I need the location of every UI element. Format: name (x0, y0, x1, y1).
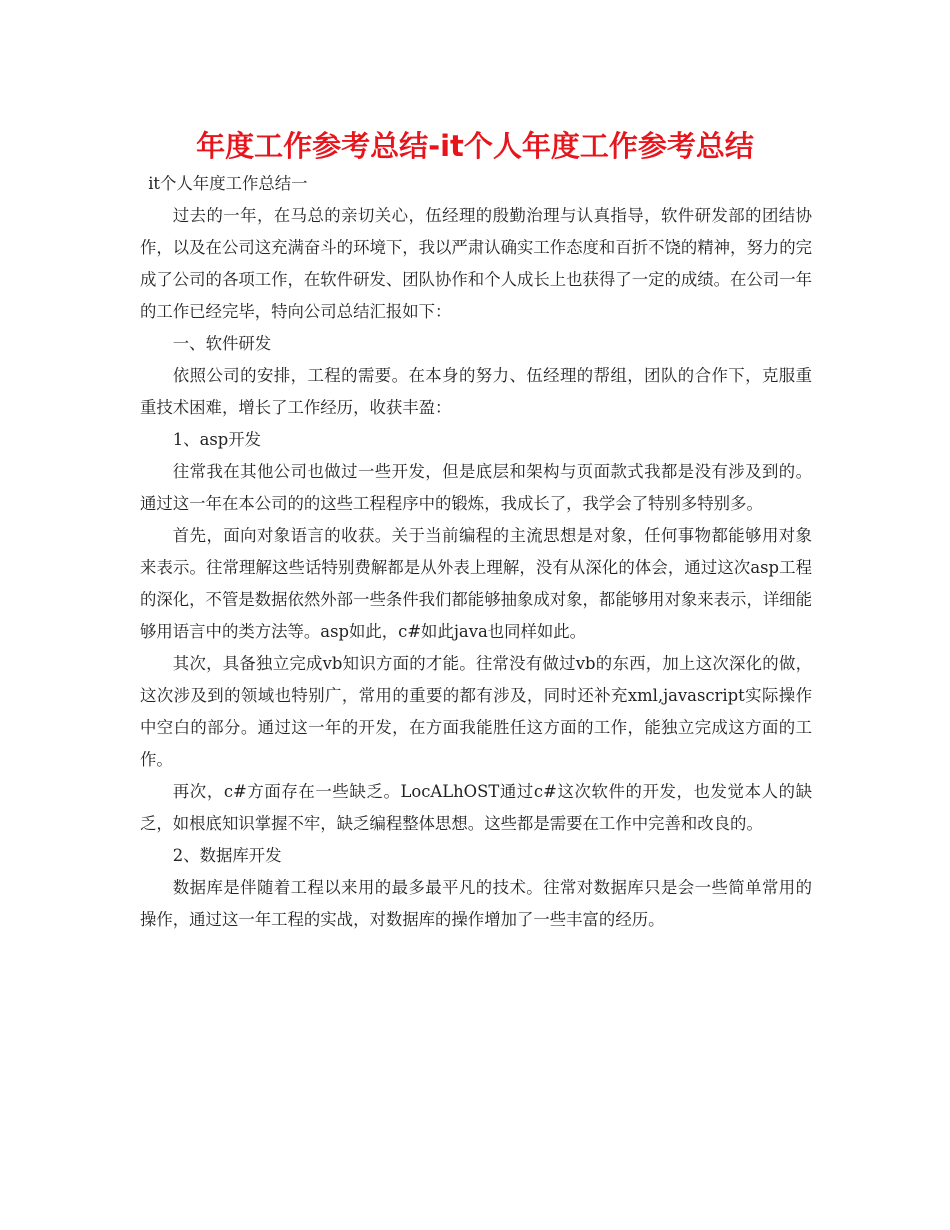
document-body (140, 168, 812, 936)
paragraph: 依照公司的安排，工程的需要。在本身的努力、伍经理的帮组，团队的合作下，克服重重技术困难，增长了工作经历，收获丰盈： (140, 366, 812, 417)
paragraph: 往常我在其他公司也做过一些开发，但是底层和架构与页面款式我都是没有涉及到的。通过这一年在本公司的的这些工程程序中的锻炼，我成长了，我学会了特别多特别多。 (140, 462, 812, 513)
document-title: 年度工作参考总结-it个人年度工作参考总结 (196, 129, 754, 163)
section-subtitle: it个人年度工作总结一 (148, 174, 308, 193)
section-heading: 2、数据库开发 (172, 846, 282, 865)
paragraph: 过去的一年，在马总的亲切关心，伍经理的殷勤治理与认真指导，软件研发部的团结协作，以及在公司这充满奋斗的环境下，我以严肃认确实工作态度和百折不饶的精神，努力的完成了公司的各项工作，在软件研发、团队协作和个人成长上也获得了一定的成绩。在公司一年的工作已经完毕，特向公司总结汇报如下： (140, 206, 813, 321)
section-heading: 一、软件研发 (172, 334, 272, 353)
paragraph: 首先，面向对象语言的收获。关于当前编程的主流思想是对象，任何事物都能够用对象来表示。往常理解这些话特别费解都是从外表上理解，没有从深化的体会，通过这次asp工程的深化，不管是数据依然外部一些条件我们都能够抽象成对象，都能够用对象来表示，详细能够用语言中的类方法等。asp如此，c#如此java也同样如此。 (140, 526, 813, 641)
paragraph: 其次，具备独立完成vb知识方面的才能。往常没有做过vb的东西，加上这次深化的做，这次涉及到的领域也特别广，常用的重要的都有涉及，同时还补充xml,javascript实际操作中空白的部分。通过这一年的开发，在方面我能胜任这方面的工作，能独立完成这方面的工作。 (140, 654, 812, 769)
paragraph: 数据库是伴随着工程以来用的最多最平凡的技术。往常对数据库只是会一些简单常用的操作，通过这一年工程的实战，对数据库的操作增加了一些丰富的经历。 (140, 878, 812, 929)
section-heading: 1、asp开发 (172, 430, 262, 449)
paragraph: 再次，c#方面存在一些缺乏。LocALhOST通过c#这次软件的开发，也发觉本人的缺乏，如根底知识掌握不牢，缺乏编程整体思想。这些都是需要在工作中完善和改良的。 (140, 782, 812, 833)
